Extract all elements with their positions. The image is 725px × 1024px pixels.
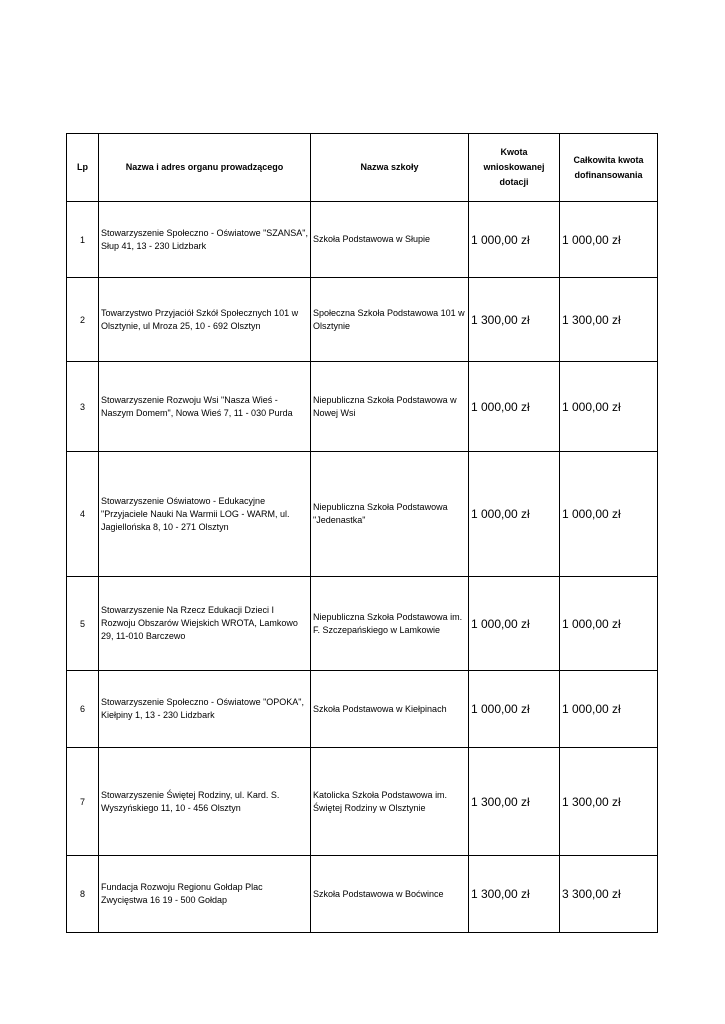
cell-org: Stowarzyszenie Społeczno - Oświatowe "SZANSA", Słup 41, 13 - 230 Lidzbark: [99, 202, 311, 278]
cell-amount: 1 000,00 zł: [469, 577, 560, 671]
cell-lp: 3: [67, 362, 99, 452]
cell-school: Niepubliczna Szkoła Podstawowa "Jedenastka": [311, 452, 469, 577]
cell-lp: 1: [67, 202, 99, 278]
cell-lp: 4: [67, 452, 99, 577]
table-row: [67, 671, 658, 748]
grants-table: [66, 133, 658, 933]
cell-total: 1 000,00 zł: [560, 452, 658, 577]
cell-lp: 5: [67, 577, 99, 671]
cell-amount: 1 000,00 zł: [469, 362, 560, 452]
table-row: [67, 748, 658, 856]
cell-org: Stowarzyszenie Na Rzecz Edukacji Dzieci I Rozwoju Obszarów Wiejskich WROTA, Lamkowo 29, 11-010 Barczewo: [99, 577, 311, 671]
cell-amount: 1 000,00 zł: [469, 202, 560, 278]
cell-total: 1 000,00 zł: [560, 362, 658, 452]
cell-org: Fundacja Rozwoju Regionu Gołdap Plac Zwycięstwa 16 19 - 500 Gołdap: [99, 856, 311, 933]
table-row: [67, 577, 658, 671]
header-lp: Lp: [67, 134, 99, 202]
header-org: Nazwa i adres organu prowadzącego: [99, 134, 311, 202]
cell-school: Szkoła Podstawowa w Boćwince: [311, 856, 469, 933]
cell-total: 1 300,00 zł: [560, 278, 658, 362]
header-total: Całkowita kwota dofinansowania: [560, 134, 658, 202]
cell-total: 1 000,00 zł: [560, 671, 658, 748]
table-row: [67, 452, 658, 577]
cell-org: Towarzystwo Przyjaciół Szkół Społecznych 101 w Olsztynie, ul Mroza 25, 10 - 692 Olsztyn: [99, 278, 311, 362]
cell-lp: 2: [67, 278, 99, 362]
cell-org: Stowarzyszenie Rozwoju Wsi "Nasza Wieś - Naszym Domem", Nowa Wieś 7, 11 - 030 Purda: [99, 362, 311, 452]
table-row: [67, 278, 658, 362]
cell-total: 1 300,00 zł: [560, 748, 658, 856]
cell-amount: 1 300,00 zł: [469, 748, 560, 856]
cell-lp: 6: [67, 671, 99, 748]
cell-school: Szkoła Podstawowa w Słupie: [311, 202, 469, 278]
header-amount: Kwota wnioskowanej dotacji: [469, 134, 560, 202]
table-row: [67, 856, 658, 933]
header-school: Nazwa szkoły: [311, 134, 469, 202]
cell-total: 3 300,00 zł: [560, 856, 658, 933]
cell-amount: 1 000,00 zł: [469, 671, 560, 748]
cell-school: Niepubliczna Szkoła Podstawowa im. F. Szczepańskiego w Lamkowie: [311, 577, 469, 671]
cell-amount: 1 300,00 zł: [469, 856, 560, 933]
cell-school: Szkoła Podstawowa w Kiełpinach: [311, 671, 469, 748]
cell-school: Społeczna Szkoła Podstawowa 101 w Olsztynie: [311, 278, 469, 362]
table-row: [67, 202, 658, 278]
table-row: [67, 362, 658, 452]
cell-school: Niepubliczna Szkoła Podstawowa w Nowej Wsi: [311, 362, 469, 452]
cell-lp: 8: [67, 856, 99, 933]
cell-org: Stowarzyszenie Oświatowo - Edukacyjne "Przyjaciele Nauki Na Warmii LOG - WARM, ul. Jagiellońska 8, 10 - 271 Olsztyn: [99, 452, 311, 577]
cell-lp: 7: [67, 748, 99, 856]
cell-amount: 1 300,00 zł: [469, 278, 560, 362]
cell-org: Stowarzyszenie Społeczno - Oświatowe "OPOKA", Kiełpiny 1, 13 - 230 Lidzbark: [99, 671, 311, 748]
cell-school: Katolicka Szkoła Podstawowa im. Świętej Rodziny w Olsztynie: [311, 748, 469, 856]
table-header-row: [67, 134, 658, 202]
cell-org: Stowarzyszenie Świętej Rodziny, ul. Kard. S. Wyszyńskiego 11, 10 - 456 Olsztyn: [99, 748, 311, 856]
cell-amount: 1 000,00 zł: [469, 452, 560, 577]
cell-total: 1 000,00 zł: [560, 577, 658, 671]
cell-total: 1 000,00 zł: [560, 202, 658, 278]
